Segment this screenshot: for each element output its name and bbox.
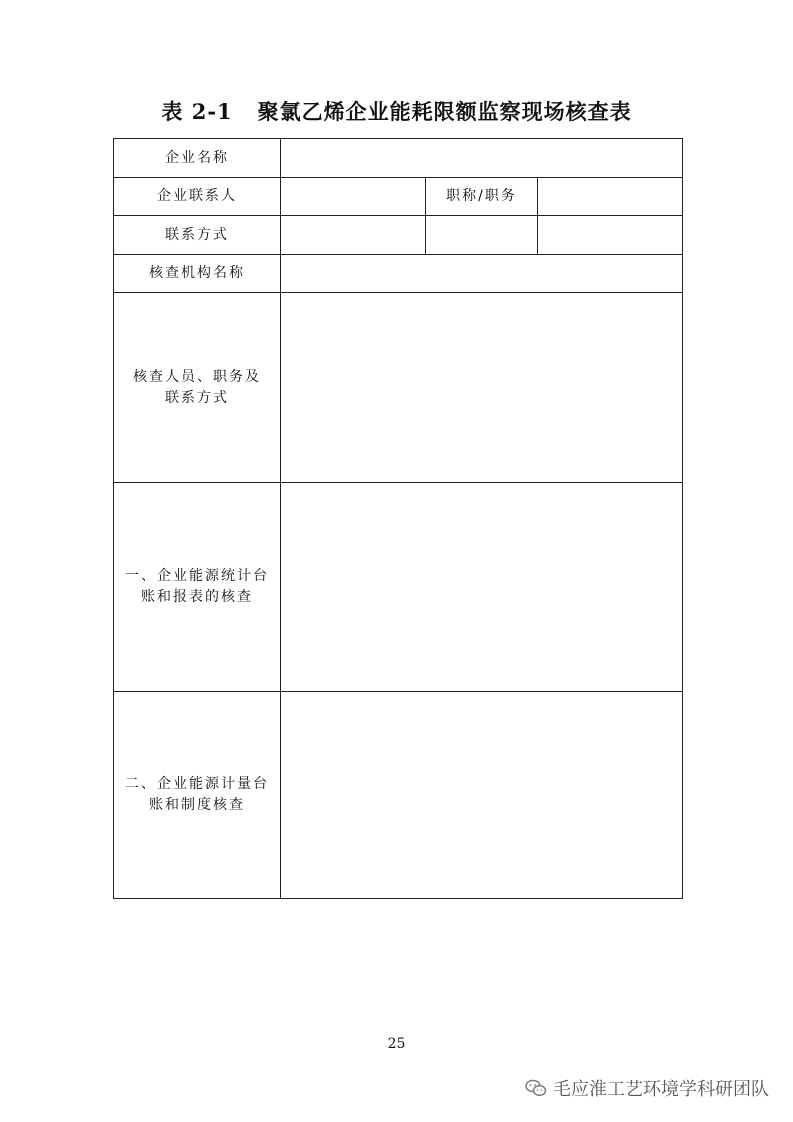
row-section1 [114, 483, 683, 692]
row-company-contact [114, 178, 683, 216]
company-contact-field[interactable] [281, 178, 426, 216]
company-contact-label: 企业联系人 [114, 178, 281, 216]
contact-method-label: 联系方式 [114, 216, 281, 255]
row-contact-method [114, 216, 683, 255]
watermark [525, 1075, 769, 1101]
page-number: 25 [387, 1036, 406, 1052]
contact-method-extra-field[interactable] [426, 216, 538, 255]
row-company-name [114, 139, 683, 178]
section1-field[interactable] [281, 483, 683, 692]
inspection-org-field[interactable] [281, 255, 683, 293]
inspection-form-table [113, 138, 683, 899]
title-position-field[interactable] [538, 178, 683, 216]
watermark-text: 毛应淮工艺环境学科研团队 [553, 1079, 769, 1100]
contact-method-field[interactable] [281, 216, 426, 255]
wechat-icon [525, 1079, 547, 1097]
title-position-label: 职称/职务 [426, 178, 538, 216]
page-title: 表 2-1 聚氯乙烯企业能耗限额监察现场核查表 [161, 99, 632, 124]
row-inspectors [114, 293, 683, 483]
inspection-org-label: 核查机构名称 [114, 255, 281, 293]
inspectors-label: 核查人员、职务及联系方式 [114, 293, 281, 483]
inspectors-field[interactable] [281, 293, 683, 483]
company-name-label: 企业名称 [114, 139, 281, 178]
section2-label: 二、企业能源计量台账和制度核查 [114, 692, 281, 899]
company-name-field[interactable] [281, 139, 683, 178]
row-section2 [114, 692, 683, 899]
section2-field[interactable] [281, 692, 683, 899]
section1-label: 一、企业能源统计台账和报表的核查 [114, 483, 281, 692]
contact-method-extra-field-2[interactable] [538, 216, 683, 255]
row-inspection-org [114, 255, 683, 293]
